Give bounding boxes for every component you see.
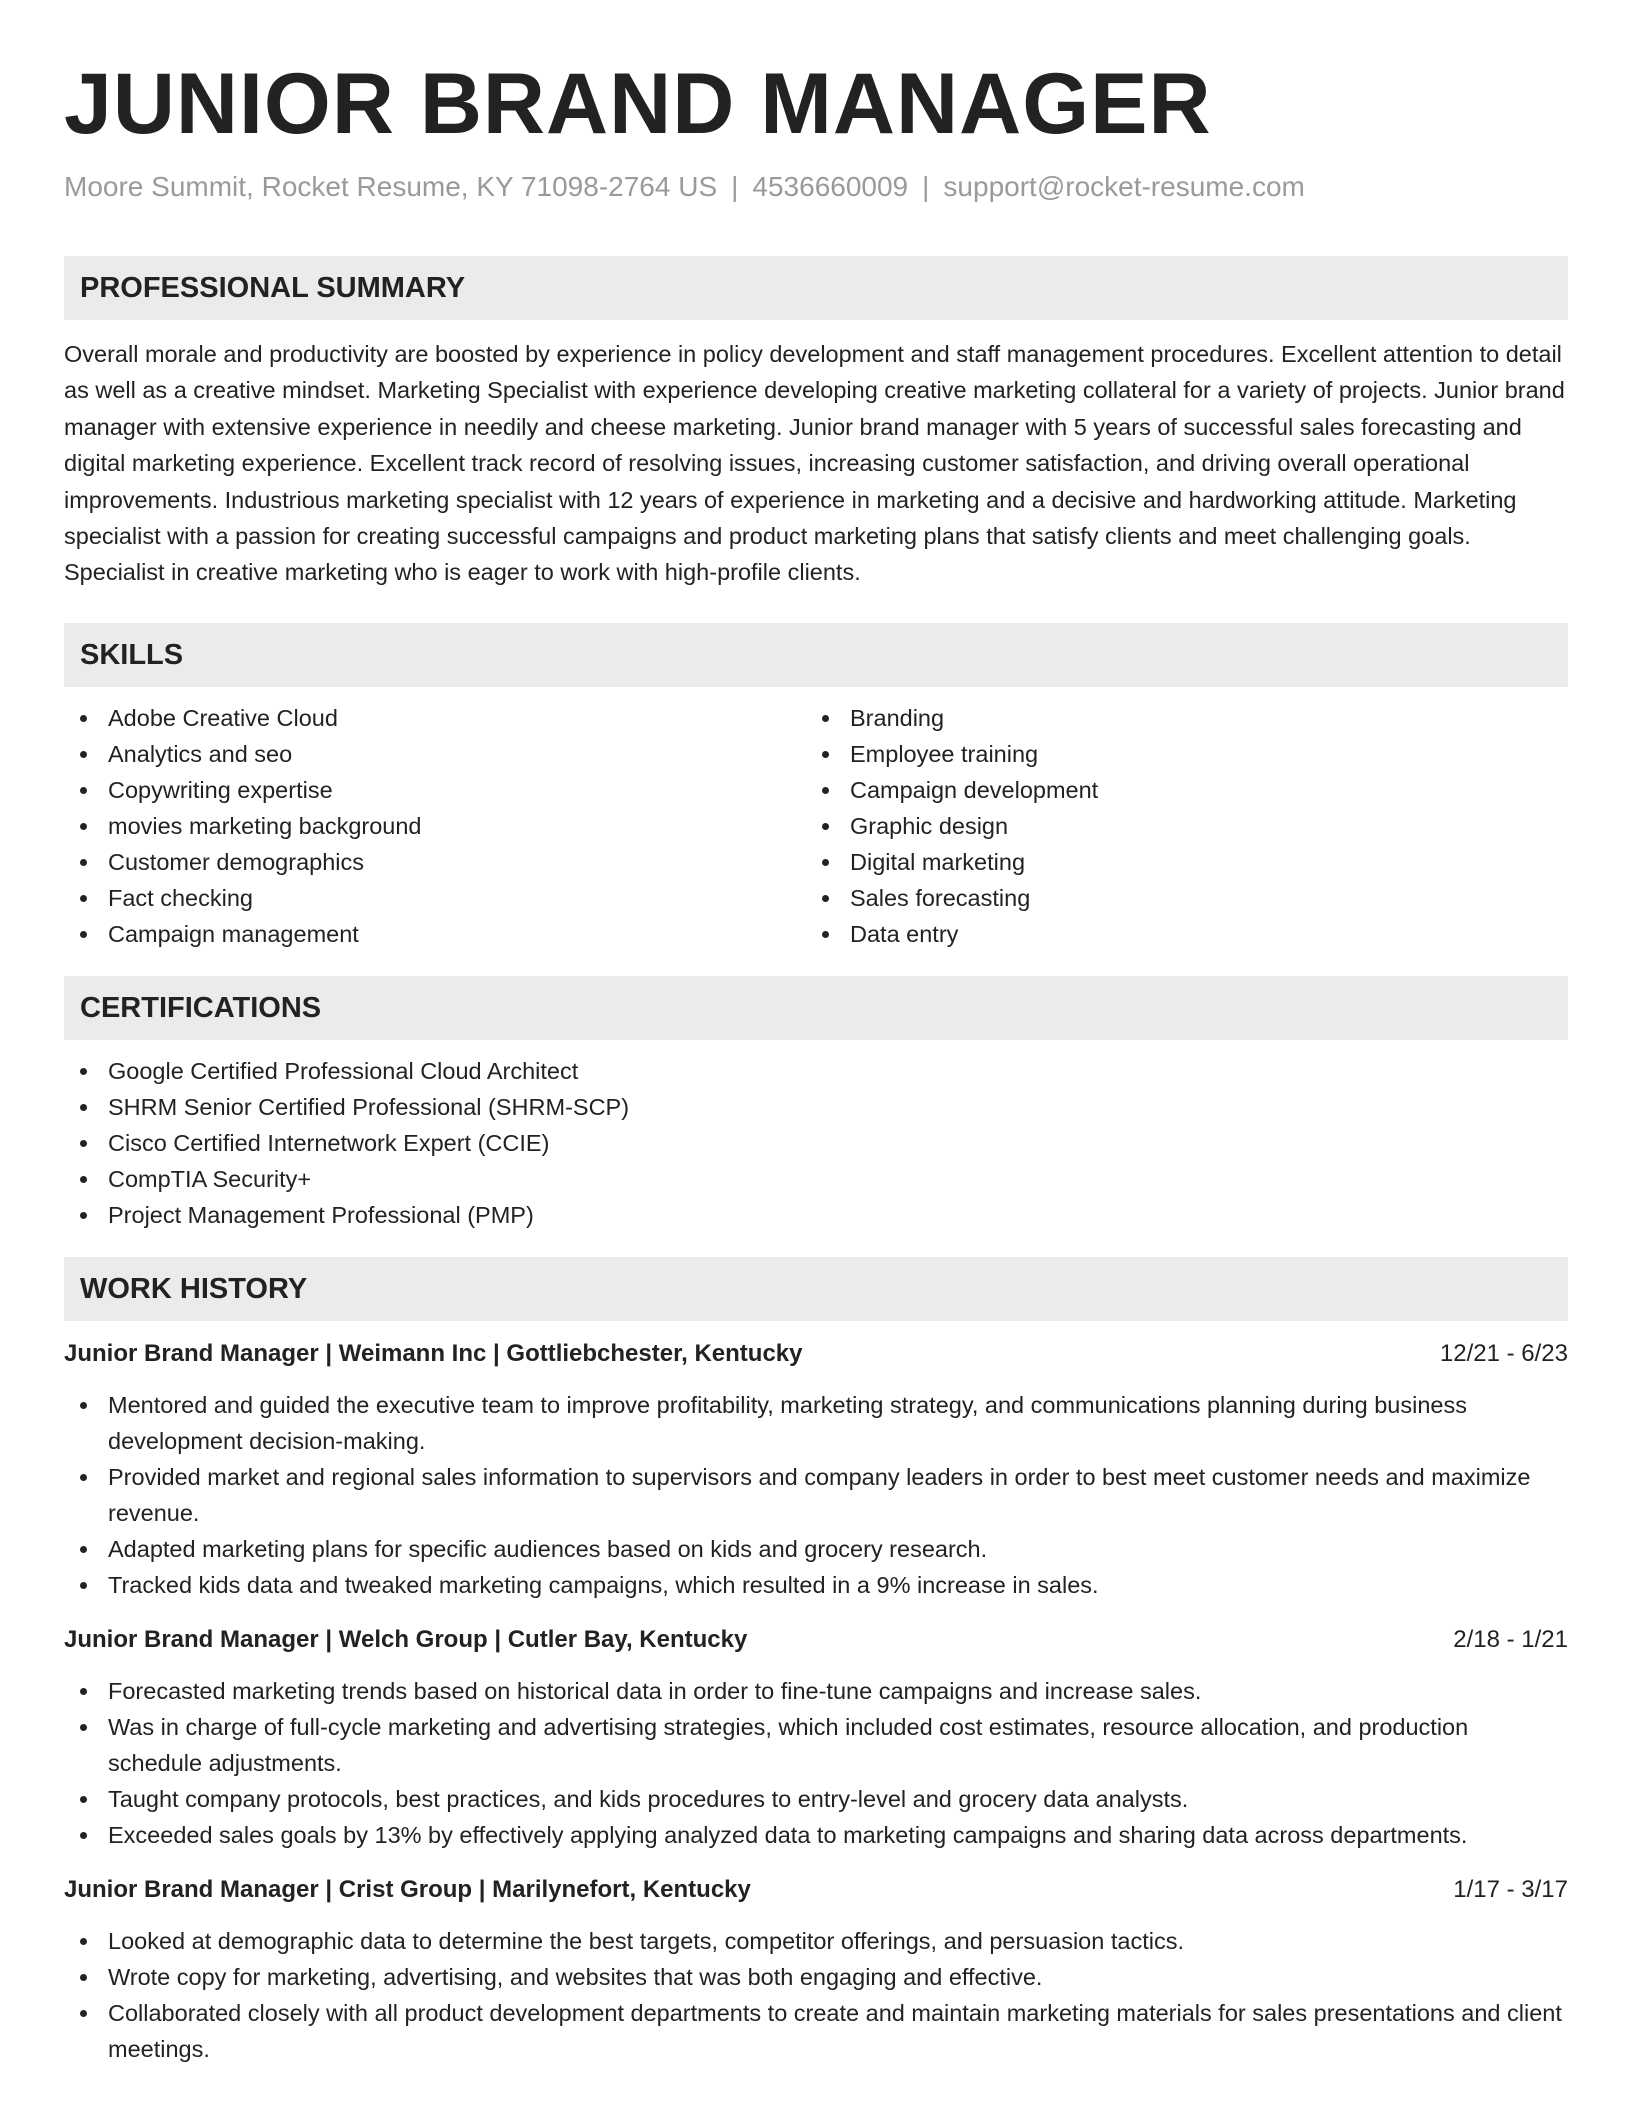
bullet-icon <box>80 1104 87 1111</box>
section-heading-skills: SKILLS <box>64 623 1568 687</box>
skills-column-left <box>64 700 806 952</box>
resume-name: JUNIOR BRAND MANAGER <box>64 56 1212 152</box>
bullet-icon <box>80 1582 87 1589</box>
skill-label: Copywriting expertise <box>108 776 333 803</box>
job-bullet-text: Mentored and guided the executive team to improve profitability, marketing strategy, and communications planning during business development decision-making. <box>108 1391 1467 1454</box>
section-heading-work-history: WORK HISTORY <box>64 1257 1568 1321</box>
job-bullet-text: Forecasted marketing trends based on historical data in order to fine-tune campaigns and increase sales. <box>108 1677 1202 1704</box>
bullet-icon <box>822 787 829 794</box>
bullet-icon <box>822 895 829 902</box>
bullet-icon <box>80 787 87 794</box>
bullet-icon <box>80 1688 87 1695</box>
bullet-icon <box>80 1546 87 1553</box>
bullet-icon <box>80 1402 87 1409</box>
job-header <box>64 1873 1568 1907</box>
bullet-icon <box>80 859 87 866</box>
bullet-icon <box>80 2010 87 2017</box>
bullet-icon <box>80 1068 87 1075</box>
job-header <box>64 1623 1568 1657</box>
certification-label: Cisco Certified Internetwork Expert (CCIE) <box>108 1129 550 1156</box>
job-bullets <box>64 1387 1568 1603</box>
skill-label: Branding <box>850 704 945 731</box>
job-dates: 12/21 - 6/23 <box>1439 1339 1568 1367</box>
skill-item <box>64 736 806 772</box>
job-bullets <box>64 1923 1568 2067</box>
job-bullet <box>64 1959 1568 1995</box>
bullet-icon <box>80 1474 87 1481</box>
bullet-icon <box>822 823 829 830</box>
skill-item <box>64 880 806 916</box>
job-bullet <box>64 1567 1568 1603</box>
job-bullet-text: Was in charge of full-cycle marketing and advertising strategies, which included cost estimates, resource allocation, and production schedule adjustments. <box>108 1713 1469 1776</box>
job-bullet-text: Provided market and regional sales information to supervisors and company leaders in order to best meet customer needs and maximize revenue. <box>108 1463 1531 1526</box>
skill-item <box>806 736 1548 772</box>
skill-item <box>64 844 806 880</box>
bullet-icon <box>80 1832 87 1839</box>
bullet-icon <box>80 715 87 722</box>
skill-label: Analytics and seo <box>108 740 293 767</box>
job-title: Junior Brand Manager | Weimann Inc | Gottliebchester, Kentucky <box>64 1339 803 1367</box>
bullet-icon <box>80 1974 87 1981</box>
job-bullet-text: Looked at demographic data to determine the best targets, competitor offerings, and persuasion tactics. <box>108 1927 1184 1954</box>
job-entry <box>64 1873 1568 2067</box>
skill-label: Fact checking <box>108 884 253 911</box>
certifications-list <box>64 1053 1568 1233</box>
certification-item <box>64 1053 1568 1089</box>
job-title: Junior Brand Manager | Welch Group | Cutler Bay, Kentucky <box>64 1625 748 1653</box>
skill-label: Employee training <box>850 740 1039 767</box>
job-bullet <box>64 1817 1568 1853</box>
job-bullet-text: Adapted marketing plans for specific audiences based on kids and grocery research. <box>108 1535 988 1562</box>
contact-address: Moore Summit, Rocket Resume, KY 71098-2764 US <box>64 171 718 202</box>
job-bullet-text: Exceeded sales goals by 13% by effectively applying analyzed data to marketing campaigns and sharing data across departments. <box>108 1821 1468 1848</box>
skill-item <box>806 700 1548 736</box>
bullet-icon <box>80 1724 87 1731</box>
skill-item <box>806 844 1548 880</box>
certification-label: Google Certified Professional Cloud Architect <box>108 1057 579 1084</box>
skill-label: Graphic design <box>850 812 1009 839</box>
skill-item <box>806 772 1548 808</box>
skill-label: Data entry <box>850 920 959 947</box>
skill-item <box>806 808 1548 844</box>
contact-separator: | <box>731 171 739 202</box>
certification-label: SHRM Senior Certified Professional (SHRM-SCP) <box>108 1093 630 1120</box>
job-bullet-text: Wrote copy for marketing, advertising, and websites that was both engaging and effective. <box>108 1963 1043 1990</box>
job-bullet <box>64 1459 1568 1531</box>
contact-phone: 4536660009 <box>752 171 909 202</box>
job-bullet <box>64 1923 1568 1959</box>
bullet-icon <box>80 1140 87 1147</box>
section-heading-summary: PROFESSIONAL SUMMARY <box>64 256 1568 320</box>
skill-label: Campaign development <box>850 776 1099 803</box>
skill-label: Adobe Creative Cloud <box>108 704 338 731</box>
bullet-icon <box>80 1796 87 1803</box>
certification-item <box>64 1125 1568 1161</box>
skill-item <box>64 916 806 952</box>
skills-grid <box>64 700 1568 952</box>
certification-label: Project Management Professional (PMP) <box>108 1201 534 1228</box>
skill-item <box>64 700 806 736</box>
job-entry <box>64 1337 1568 1603</box>
summary-text: Overall morale and productivity are boosted by experience in policy development and staff management procedures. Excellent attention to detail as well as a creative mindset. Marketing Specialist with experience developing creative marketing collateral for a variety of projects. Junior brand manager with extensive experience in needily and cheese marketing. Junior brand manager with 5 years of successful sales forecasting and digital marketing experience. Excellent track record of resolving issues, increasing customer satisfaction, and driving overall operational improvements. Industrious marketing specialist with 12 years of experience in marketing and a decisive and hardworking attitude. Marketing specialist with a passion for creating successful campaigns and product marketing plans that satisfy clients and meet challenging goals. Specialist in creative marketing who is eager to work with high-profile clients. <box>64 341 1565 586</box>
skill-item <box>64 808 806 844</box>
bullet-icon <box>822 715 829 722</box>
bullet-icon <box>80 1938 87 1945</box>
bullet-icon <box>822 931 829 938</box>
job-header <box>64 1337 1568 1371</box>
bullet-icon <box>80 823 87 830</box>
job-bullet-text: Taught company protocols, best practices, and kids procedures to entry-level and grocery data analysts. <box>108 1785 1189 1812</box>
bullet-icon <box>822 751 829 758</box>
skill-item <box>806 880 1548 916</box>
bullet-icon <box>822 859 829 866</box>
job-bullet <box>64 1995 1568 2067</box>
job-bullet-text: Tracked kids data and tweaked marketing campaigns, which resulted in a 9% increase in sales. <box>108 1571 1099 1598</box>
job-bullets <box>64 1673 1568 1853</box>
job-entry <box>64 1623 1568 1853</box>
skill-label: movies marketing background <box>108 812 422 839</box>
bullet-icon <box>80 895 87 902</box>
job-bullet <box>64 1709 1568 1781</box>
skill-label: Sales forecasting <box>850 884 1031 911</box>
section-heading-certifications: CERTIFICATIONS <box>64 976 1568 1040</box>
job-bullet <box>64 1531 1568 1567</box>
job-bullet-text: Collaborated closely with all product development departments to create and maintain marketing materials for sales presentations and client meetings. <box>108 1999 1562 2062</box>
certification-item <box>64 1089 1568 1125</box>
contact-line <box>64 170 1568 204</box>
skill-item <box>64 772 806 808</box>
certification-item <box>64 1197 1568 1233</box>
bullet-icon <box>80 751 87 758</box>
skill-item <box>806 916 1548 952</box>
job-bullet <box>64 1781 1568 1817</box>
skill-label: Customer demographics <box>108 848 364 875</box>
contact-email: support@rocket-resume.com <box>943 171 1305 202</box>
skills-column-right <box>806 700 1548 952</box>
bullet-icon <box>80 931 87 938</box>
skill-label: Campaign management <box>108 920 359 947</box>
job-bullet <box>64 1387 1568 1459</box>
certification-item <box>64 1161 1568 1197</box>
job-bullet <box>64 1673 1568 1709</box>
job-dates: 2/18 - 1/21 <box>1453 1625 1568 1653</box>
certification-label: CompTIA Security+ <box>108 1165 312 1192</box>
skill-label: Digital marketing <box>850 848 1026 875</box>
job-title: Junior Brand Manager | Crist Group | Marilynefort, Kentucky <box>64 1875 751 1903</box>
job-dates: 1/17 - 3/17 <box>1453 1875 1568 1903</box>
contact-separator: | <box>922 171 930 202</box>
bullet-icon <box>80 1212 87 1219</box>
bullet-icon <box>80 1176 87 1183</box>
